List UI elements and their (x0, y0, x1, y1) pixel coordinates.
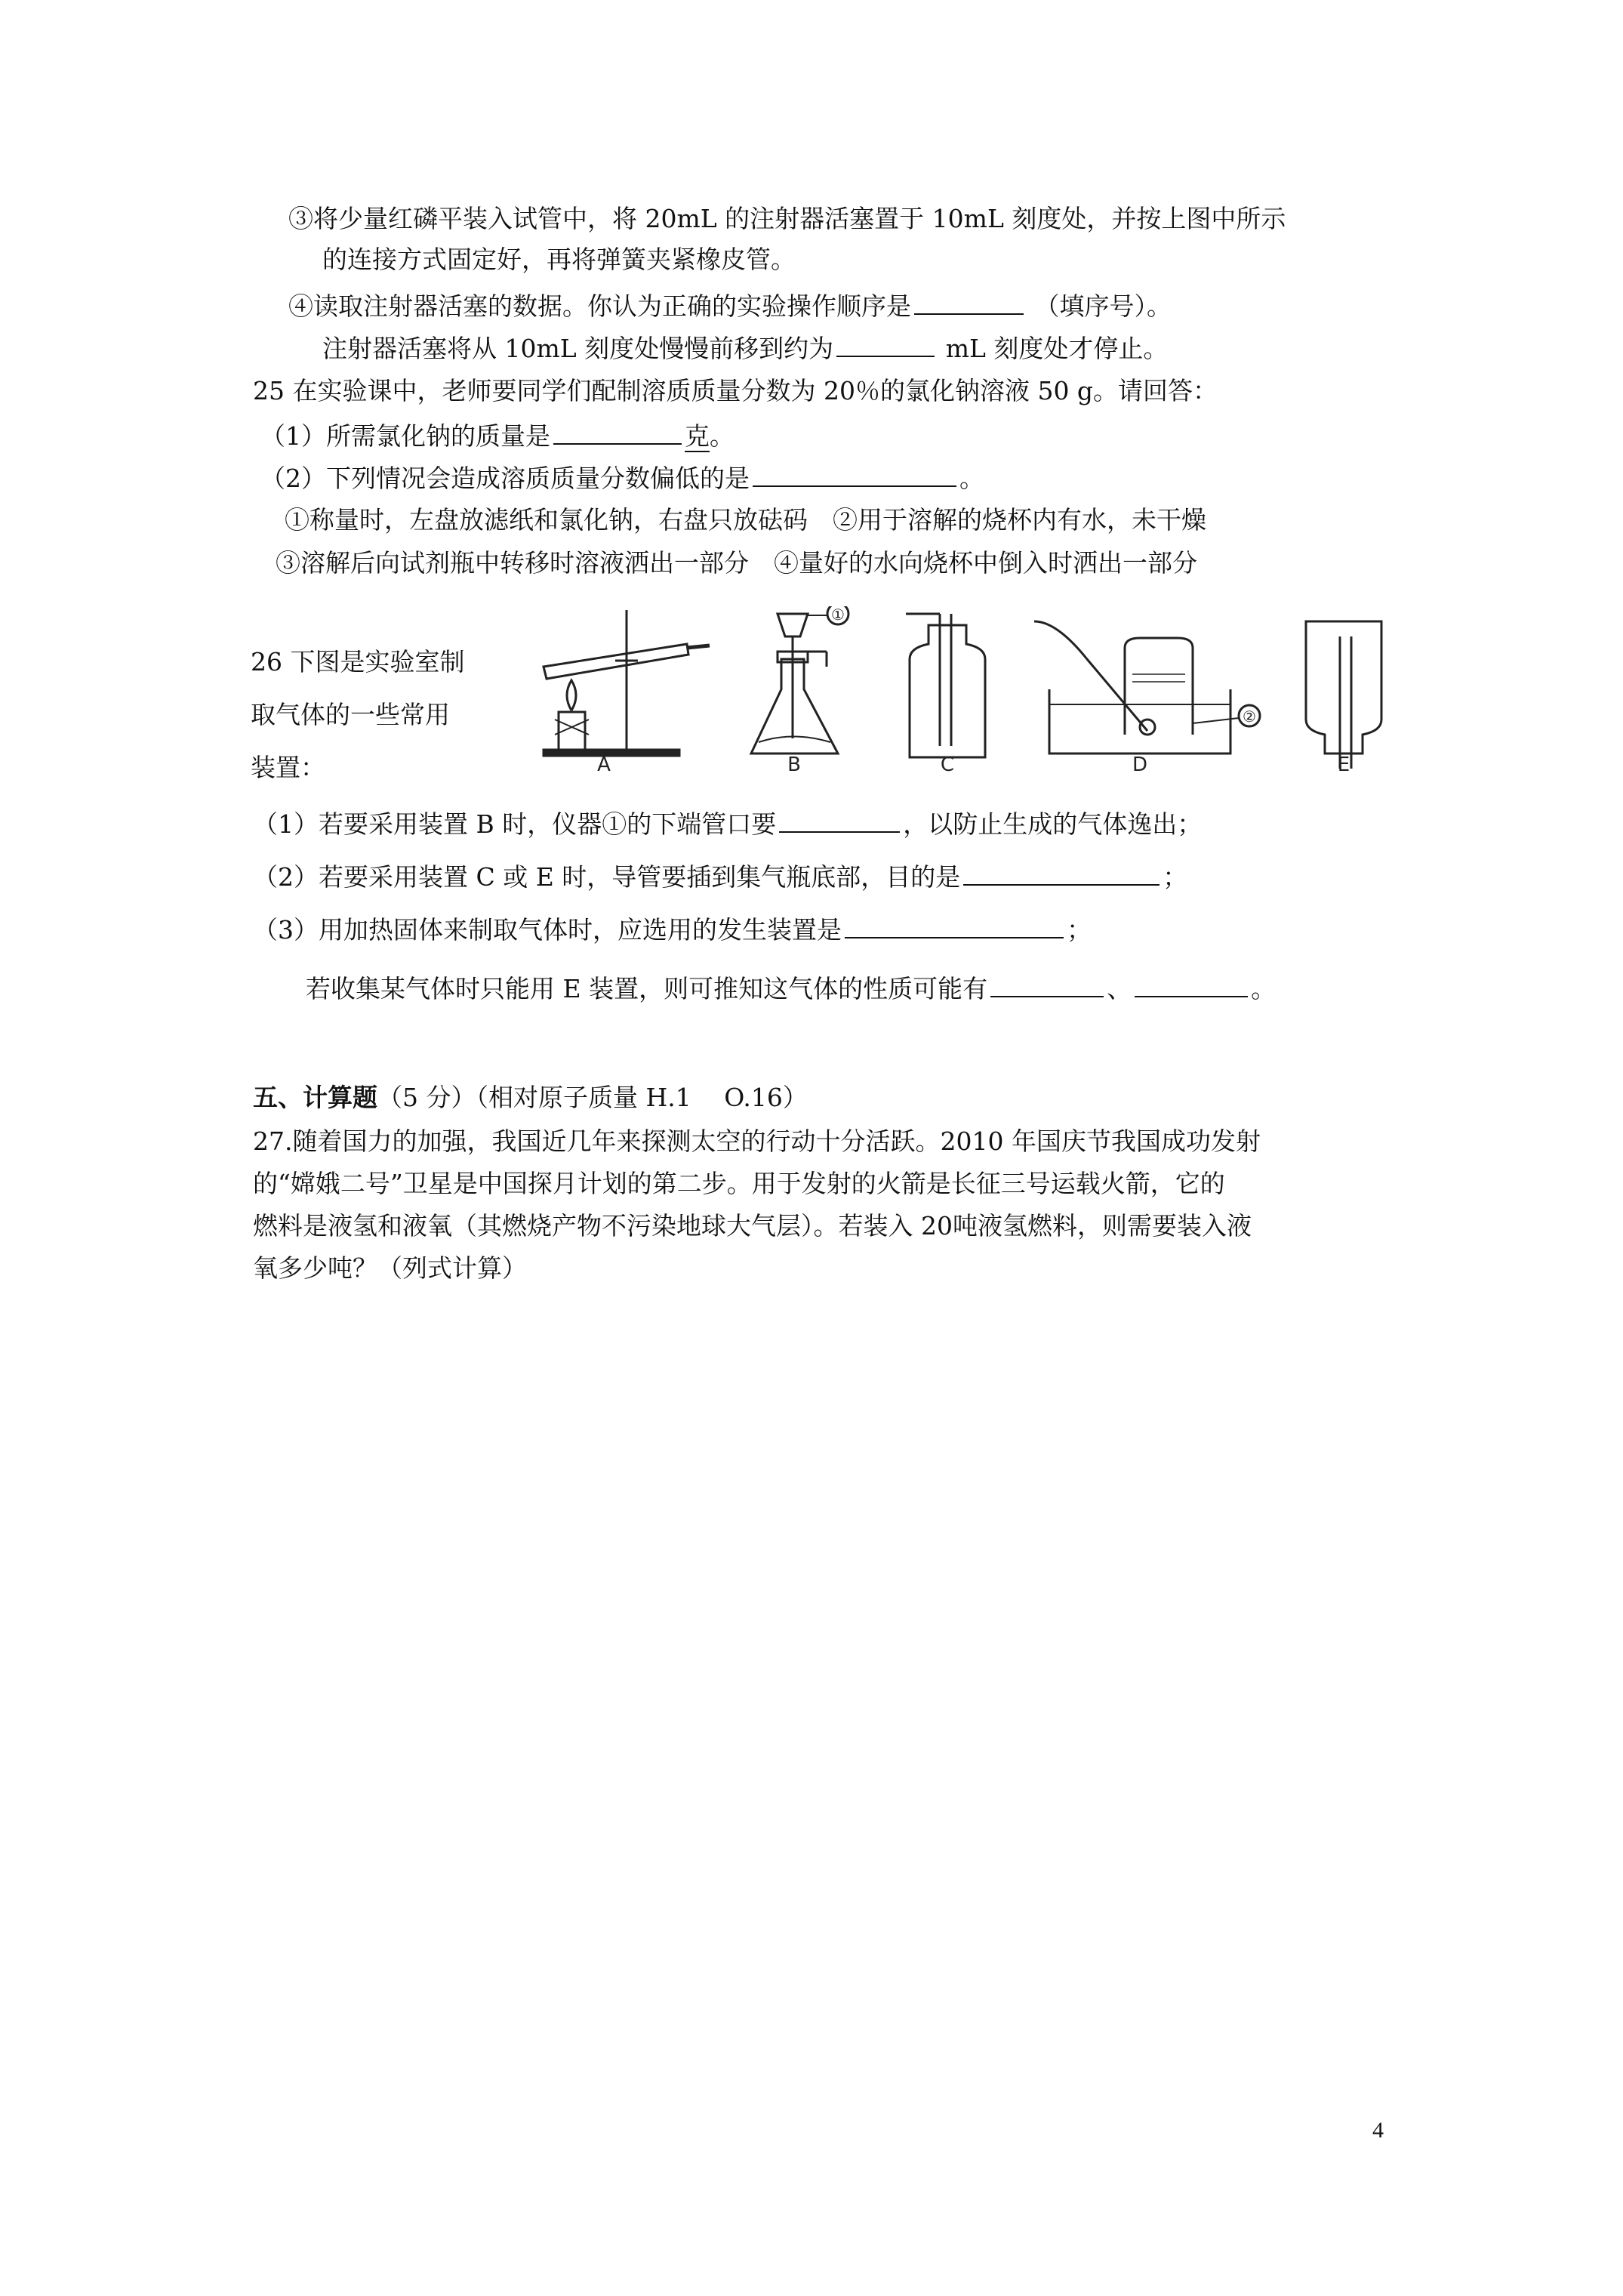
q27-line4: 氧多少吨？（列式计算） (253, 1253, 527, 1283)
label-a: A (597, 754, 611, 772)
q25-part2-end: 。 (959, 464, 984, 493)
q25-part1-unit: 克 (685, 421, 710, 451)
q26-part4-text: 若收集某气体时只能用 E 装置，则可推知这气体的性质可能有 (306, 974, 988, 1003)
q25-options-line1: ①称量时，左盘放滤纸和氯化钠，右盘只放砝码 ②用于溶解的烧杯内有水，未干燥 (285, 505, 1206, 535)
q24-step4-text: ④读取注射器活塞的数据。你认为正确的实验操作顺序是 (288, 291, 911, 321)
q24-step4 (288, 290, 1172, 323)
q24-step3-line1: ③将少量红磷平装入试管中，将 20mL 的注射器活塞置于 10mL 刻度处，并按上图中所示 (288, 204, 1286, 233)
label-c: C (940, 754, 955, 772)
q24-syringe (322, 332, 1168, 365)
q25-part2 (260, 462, 984, 495)
q25-part1 (260, 420, 735, 453)
q26-part2-suffix: ； (1163, 862, 1188, 892)
q26-part4-end: 。 (1251, 974, 1277, 1003)
q26-purpose-blank[interactable] (963, 861, 1160, 886)
section5-heading: 五、计算题 (253, 1083, 377, 1112)
apparatus-b (751, 606, 848, 754)
gas-apparatus-figure (528, 606, 1389, 772)
q24-syringe-suffix: mL 刻度处才停止。 (945, 334, 1169, 363)
apparatus-a (544, 610, 710, 756)
q26-stem-line2: 取气体的一些常用 (251, 700, 450, 729)
q25-options-line2: ③溶解后向试剂瓶中转移时溶液洒出一部分 ④量好的水向烧杯中倒入时洒出一部分 (276, 548, 1197, 578)
section5-heading-line (253, 1081, 808, 1114)
apparatus-c (906, 614, 985, 757)
section5-meta: （5 分）（相对原子质量 H.1 O.16） (377, 1083, 808, 1112)
q26-part1 (253, 808, 1202, 841)
q26-part1-text: （1）若要采用装置 B 时，仪器①的下端管口要 (253, 809, 777, 839)
q25-part2-text: （2）下列情况会造成溶质质量分数偏低的是 (260, 464, 750, 493)
q26-part4 (306, 972, 1276, 1006)
q24-step4-suffix: （填序号）。 (1034, 291, 1172, 321)
label-d: D (1132, 754, 1148, 772)
q25-stem: 25 在实验课中，老师要同学们配制溶质质量分数为 20％的氯化钠溶液 50 g。请回答： (253, 376, 1218, 405)
callout-1: ① (831, 606, 845, 624)
q26-part3 (253, 914, 1092, 947)
q26-part2-text: （2）若要采用装置 C 或 E 时，导管要插到集气瓶底部，目的是 (253, 862, 961, 892)
q26-property2-blank[interactable] (1135, 973, 1248, 997)
q26-stem-line3: 装置： (251, 753, 325, 782)
q26-stem-line1: 26 下图是实验室制 (251, 647, 465, 676)
q26-part3-text: （3）用加热固体来制取气体时，应选用的发生装置是 (253, 915, 842, 945)
page-number: 4 (1372, 2118, 1384, 2143)
apparatus-e (1306, 621, 1381, 769)
q26-part1-suffix: ，以防止生成的气体逸出； (903, 809, 1203, 839)
q24-step3-line2: 的连接方式固定好，再将弹簧夹紧橡皮管。 (322, 245, 796, 274)
q27-line2: 的“嫦娥二号”卫星是中国探月计划的第二步。用于发射的火箭是长征三号运载火箭，它的 (253, 1169, 1225, 1198)
q25-low-blank[interactable] (753, 463, 956, 487)
label-e: E (1337, 754, 1350, 772)
q26-part2 (253, 861, 1187, 894)
q24-order-blank[interactable] (914, 291, 1024, 315)
q27-line3: 燃料是液氢和液氧（其燃烧产物不污染地球大气层）。若装入 20吨液氢燃料，则需要装入液 (253, 1211, 1252, 1240)
q26-funnel-blank[interactable] (779, 809, 900, 833)
q25-part1-end: 。 (710, 421, 735, 451)
q24-syringe-blank[interactable] (836, 333, 935, 357)
q26-part4-sep: 、 (1107, 974, 1132, 1003)
q25-mass-blank[interactable] (553, 421, 682, 445)
q26-device-blank[interactable] (845, 914, 1064, 938)
q26-property1-blank[interactable] (990, 973, 1104, 997)
label-b: B (787, 754, 801, 772)
q24-syringe-text: 注射器活塞将从 10mL 刻度处慢慢前移到约为 (322, 334, 834, 363)
q26-part3-suffix: ； (1067, 915, 1092, 945)
apparatus-d (1034, 621, 1260, 754)
q25-part1-text: （1）所需氯化钠的质量是 (260, 421, 550, 451)
callout-2: ② (1243, 707, 1256, 726)
q27-line1: 27.随着国力的加强，我国近几年来探测太空的行动十分活跃。2010 年国庆节我国成功发射 (253, 1126, 1261, 1156)
